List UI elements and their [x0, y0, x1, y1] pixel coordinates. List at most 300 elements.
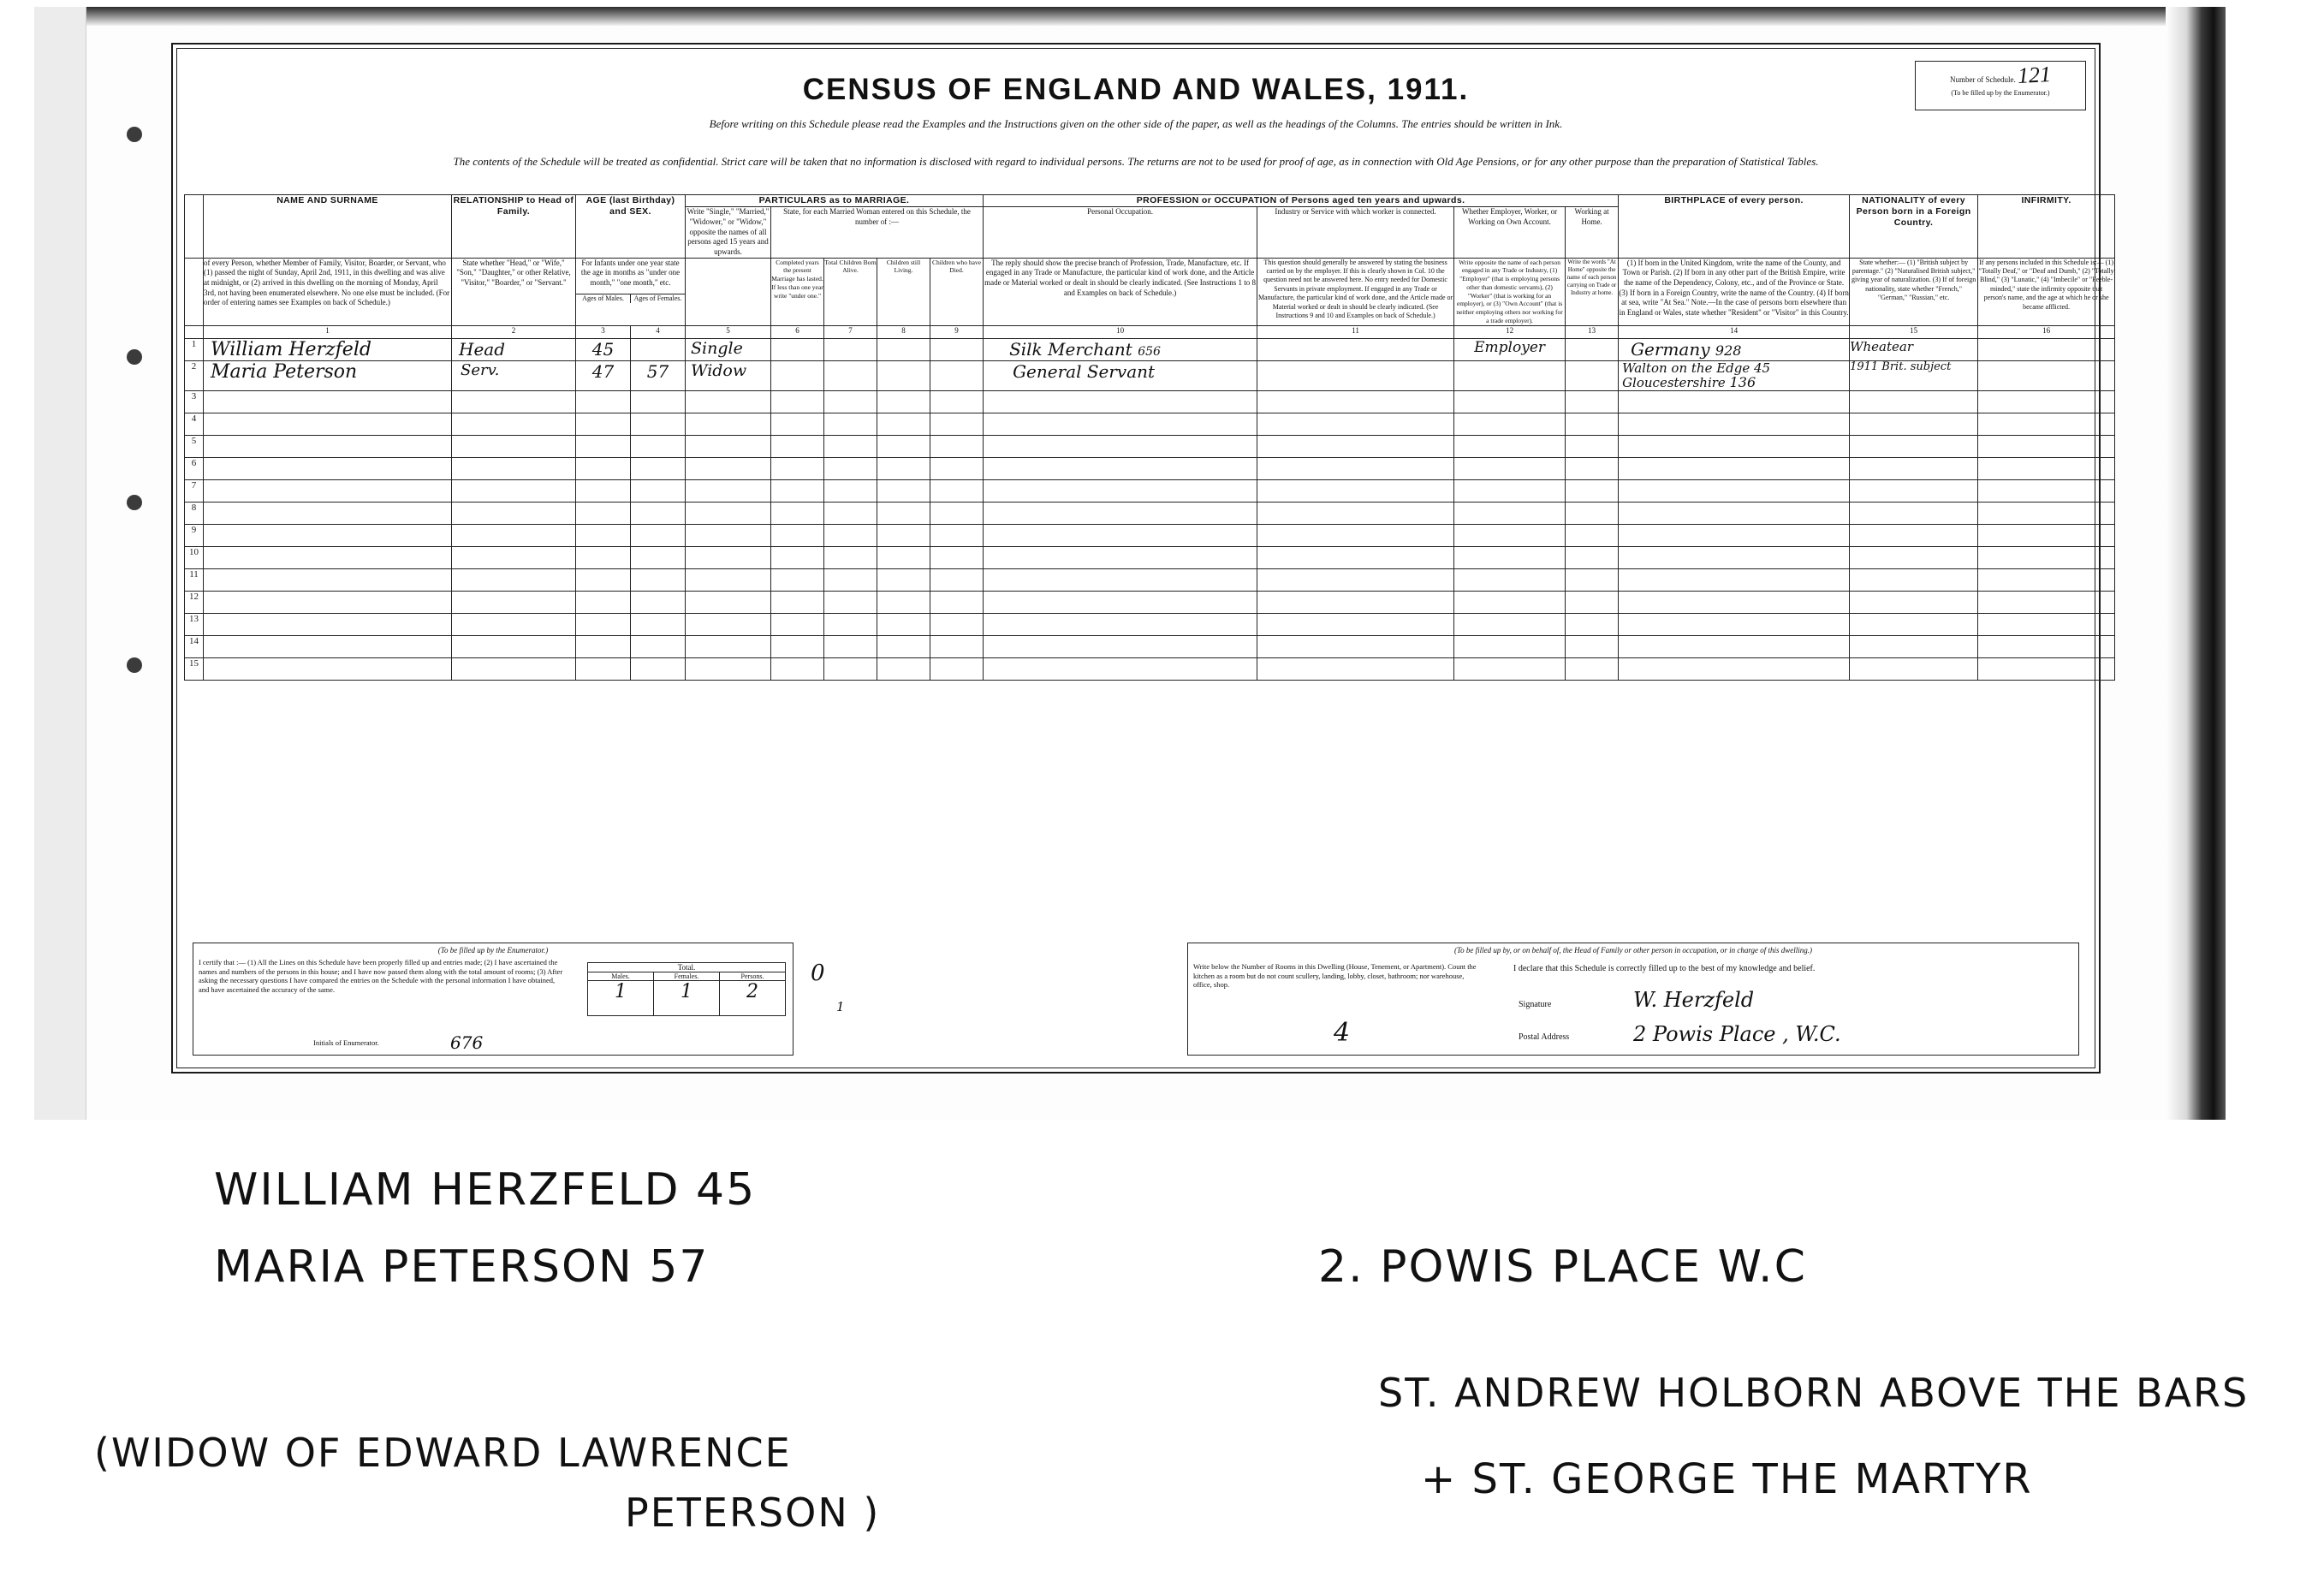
form-subtitle: Before writing on this Schedule please read the Examples and the Instructions given on the other side of the paper, as well as the headings of the Columns. The entries should be written in Ink.: [709, 117, 1563, 130]
totals-females-header: Females.: [654, 972, 720, 980]
blank-cell: [824, 502, 877, 524]
blank-cell: [824, 657, 877, 680]
blank-cell: [824, 635, 877, 657]
blank-cell: [1978, 479, 2115, 502]
row1-occupation-code: 656: [1138, 344, 1161, 359]
schedule-number-value: 121: [2017, 62, 2052, 89]
scan-top-edge: [34, 7, 2226, 26]
table-row[interactable]: [185, 457, 2115, 479]
binder-holes: [127, 7, 152, 1120]
page-title: CENSUS OF ENGLAND AND WALES, 1911.: [802, 73, 1470, 106]
blank-cell: [1619, 457, 1850, 479]
blank-cell: [771, 568, 824, 591]
row2-age-male: 47: [576, 360, 631, 390]
colnum-blank: [185, 325, 204, 338]
blank-cell: [686, 635, 771, 657]
totals-females-value: 1: [654, 981, 720, 1015]
blank-cell: [1850, 635, 1978, 657]
desc-rownum-cell: [185, 258, 204, 325]
blank-cell: [877, 390, 930, 413]
blank-cell: [1619, 635, 1850, 657]
blank-cell: [930, 546, 984, 568]
colnum-1: 1: [204, 325, 452, 338]
blank-cell: [824, 390, 877, 413]
blank-cell: [1850, 657, 1978, 680]
blank-cell: [877, 635, 930, 657]
blank-cell: [631, 524, 686, 546]
marriage-state-desc: Write "Single," "Married," "Widower," or "Widow," opposite the names of all persons aged 15 years and upwards.: [686, 207, 771, 258]
age-desc-text: For Infants under one year state the age in months as "under one month," "one month," etc.: [580, 258, 681, 287]
blank-cell: [204, 524, 452, 546]
blank-cell: [1978, 502, 2115, 524]
rooms-instruction: Write below the Number of Rooms in this Dwelling (House, Tenement, or Apartment). Count the kitchen as a room but do not count scullery, landing, lobby, closet, bathroom; nor warehouse, office, shop.: [1193, 962, 1477, 990]
blank-cell: [771, 390, 824, 413]
blank-cell: [1454, 435, 1566, 457]
blank-cell: [204, 613, 452, 635]
row2-relationship: Serv.: [452, 360, 576, 390]
blank-cell: [824, 457, 877, 479]
annotation-right-line-3: + ST. GEORGE THE MARTYR: [1421, 1455, 2033, 1503]
table-row[interactable]: [185, 390, 2115, 413]
colnum-16: 16: [1978, 325, 2115, 338]
row-number: 1: [185, 338, 204, 360]
annotation-left-line-1: WILLIAM HERZFELD 45: [214, 1164, 757, 1216]
blank-cell: [1619, 479, 1850, 502]
blank-cell: [1850, 435, 1978, 457]
blank-cell: [576, 390, 631, 413]
enumerator-initials-value: 676: [450, 1032, 484, 1053]
row1-children-living: [877, 338, 930, 360]
blank-cell: [686, 568, 771, 591]
row2-birthplace: [1619, 360, 1850, 390]
row1-nationality: Wheatear: [1850, 338, 1978, 360]
row1-occupation-text: Silk Merchant: [1009, 338, 1132, 360]
enumerator-certificate-box: [193, 943, 793, 1056]
colnum-11: 11: [1257, 325, 1454, 338]
blank-cell: [1850, 413, 1978, 435]
blank-cell: [686, 479, 771, 502]
blank-cell: [984, 568, 1257, 591]
colnum-6: 6: [771, 325, 824, 338]
blank-cell: [1978, 435, 2115, 457]
blank-cell: [824, 524, 877, 546]
row1-marriage-years: [771, 338, 824, 360]
census-form: [171, 43, 2114, 1074]
postal-address-value: 2 Powis Place , W.C.: [1633, 1022, 1841, 1046]
blank-cell: [1566, 435, 1619, 457]
blank-cell: [1454, 546, 1566, 568]
row2-employer: [1454, 360, 1566, 390]
blank-cell: [930, 568, 984, 591]
blank-cell: [1257, 413, 1454, 435]
colnum-2: 2: [452, 325, 576, 338]
col-birthplace-header: BIRTHPLACE of every person.: [1619, 195, 1850, 259]
row2-birthplace-code: 136: [1729, 374, 1756, 391]
blank-cell: [1454, 613, 1566, 635]
blank-cell: [771, 524, 824, 546]
blank-cell: [1850, 502, 1978, 524]
blank-cell: [452, 546, 576, 568]
blank-cell: [1978, 613, 2115, 635]
totals-persons-value: 2: [746, 981, 758, 1002]
blank-cell: [1454, 390, 1566, 413]
row1-occupation: [984, 338, 1257, 360]
nationality-desc: State whether:— (1) "British subject by parentage." (2) "Naturalised British subject," giving year of naturalization. (3) If of foreign nationality, state whether "French," "German," "Russian," etc.: [1850, 258, 1978, 325]
blank-cell: [631, 613, 686, 635]
blank-cell: [1619, 435, 1850, 457]
row1-birthplace-text: Germany: [1631, 338, 1710, 360]
blank-cell: [1619, 591, 1850, 613]
blank-cell: [1850, 568, 1978, 591]
blank-cell: [877, 657, 930, 680]
annotation-left-line-4: PETERSON ): [625, 1490, 881, 1536]
table-row[interactable]: [185, 635, 2115, 657]
blank-cell: [1978, 413, 2115, 435]
blank-cell: [1619, 546, 1850, 568]
blank-cell: [1850, 613, 1978, 635]
blank-cell: [1566, 524, 1619, 546]
blank-cell: [204, 591, 452, 613]
blank-cell: [1257, 546, 1454, 568]
row2-children-born: [824, 360, 877, 390]
enumerator-certificate-text: I certify that :— (1) All the Lines on this Schedule have been properly filled up and entries made; (2) I have ascertained the names and numbers of the persons in this house; and I have now passed them along with the total amount of rooms; (3) After asking the necessary questions I have compared the entries on the Schedule with the personal information I have obtained, and have ascertained the accuracy of the same.: [199, 958, 563, 994]
blank-cell: [1978, 591, 2115, 613]
row-number: 7: [185, 479, 204, 502]
blank-cell: [984, 524, 1257, 546]
householder-declaration-box: [1187, 943, 2079, 1056]
signature-label: Signature: [1519, 1000, 1552, 1009]
blank-cell: [1978, 390, 2115, 413]
blank-cell: [204, 457, 452, 479]
col-marriage-header: PARTICULARS as to MARRIAGE.: [686, 195, 984, 207]
table-row[interactable]: [185, 479, 2115, 502]
blank-cell: [984, 613, 1257, 635]
blank-cell: [1850, 524, 1978, 546]
blank-cell: [631, 413, 686, 435]
row2-infirmity: [1978, 360, 2115, 390]
row1-age-male: 45: [576, 338, 631, 360]
blank-cell: [686, 457, 771, 479]
blank-cell: [771, 502, 824, 524]
blank-cell: [631, 591, 686, 613]
row2-children-living: [877, 360, 930, 390]
blank-cell: [1978, 635, 2115, 657]
blank-cell: [576, 479, 631, 502]
blank-cell: [984, 657, 1257, 680]
blank-cell: [1566, 568, 1619, 591]
totals-table: [587, 962, 786, 1016]
blank-cell: [1257, 613, 1454, 635]
blank-cell: [686, 657, 771, 680]
blank-cell: [452, 435, 576, 457]
blank-cell: [452, 635, 576, 657]
blank-cell: [576, 457, 631, 479]
blank-cell: [1454, 568, 1566, 591]
employer-desc: Write opposite the name of each person engaged in any Trade or Industry, (1) "Employer" (that is employing persons other than domestic servants), (2) "Worker" (that is working for an employer), or (3) "Own Account" (that is neither employing others nor working for a trade employer).: [1454, 258, 1566, 325]
blank-cell: [631, 635, 686, 657]
blank-cell: [631, 457, 686, 479]
blank-cell: [1257, 657, 1454, 680]
blank-cell: [771, 635, 824, 657]
blank-cell: [877, 502, 930, 524]
blank-cell: [930, 390, 984, 413]
personal-occupation-desc: The reply should show the precise branch of Profession, Trade, Manufacture, etc. If engaged in any Trade or Manufacture, the particular kind of work done, and the Article made or Material worked or dealt in should be clearly indicated. (See Instructions 1 to 8 and Examples on back of Schedule.): [984, 258, 1257, 325]
blank-cell: [204, 546, 452, 568]
blank-cell: [1257, 435, 1454, 457]
blank-cell: [452, 413, 576, 435]
postal-address-label: Postal Address: [1519, 1032, 1570, 1042]
row1-industry: [1257, 338, 1454, 360]
row2-marriage-years: [771, 360, 824, 390]
row1-children-died: [930, 338, 984, 360]
name-description: of every Person, whether Member of Family, Visitor, Boarder, or Servant, who (1) passed the night of Sunday, April 2nd, 1911, in this dwelling and was alive at midnight, or (2) arrived in this dwelling on the morning of Monday, April 3rd, not having been enumerated elsewhere. No one else must be included. (For order of entering names see Examples on back of Schedule.): [204, 258, 452, 325]
blank-cell: [686, 413, 771, 435]
blank-cell: [984, 413, 1257, 435]
blank-cell: [576, 546, 631, 568]
blank-cell: [686, 613, 771, 635]
row1-working-home: [1566, 338, 1619, 360]
row-number: 14: [185, 635, 204, 657]
blank-cell: [1454, 635, 1566, 657]
colnum-15: 15: [1850, 325, 1978, 338]
row-number: 9: [185, 524, 204, 546]
table-row[interactable]: [185, 360, 2115, 390]
blank-cell: [1619, 502, 1850, 524]
blank-cell: [631, 479, 686, 502]
col-relationship-header: RELATIONSHIP to Head of Family.: [452, 195, 576, 259]
blank-cell: [452, 457, 576, 479]
row-number: 12: [185, 591, 204, 613]
blank-cell: [1257, 479, 1454, 502]
colnum-12: 12: [1454, 325, 1566, 338]
blank-cell: [877, 479, 930, 502]
children-born-desc: Total Children Born Alive.: [824, 258, 877, 325]
blank-cell: [771, 479, 824, 502]
blank-cell: [930, 502, 984, 524]
blank-cell: [984, 457, 1257, 479]
blank-cell: [1850, 390, 1978, 413]
table-row[interactable]: [185, 435, 2115, 457]
blank-cell: [771, 546, 824, 568]
blank-cell: [686, 502, 771, 524]
marriage-numbers-desc: State, for each Married Woman entered on this Schedule, the number of :—: [771, 207, 984, 258]
row1-age-female: [631, 338, 686, 360]
row-number: 4: [185, 413, 204, 435]
blank-cell: [1619, 524, 1850, 546]
blank-cell: [1619, 390, 1850, 413]
blank-cell: [631, 435, 686, 457]
row2-nationality: 1911 Brit. subject: [1850, 360, 1978, 390]
totals-label: Total.: [588, 963, 785, 972]
row-number: 10: [185, 546, 204, 568]
blank-cell: [204, 479, 452, 502]
table-row[interactable]: [185, 591, 2115, 613]
blank-cell: [930, 479, 984, 502]
industry-label: Industry or Service with which worker is connected.: [1257, 207, 1454, 258]
blank-cell: [984, 591, 1257, 613]
colnum-10: 10: [984, 325, 1257, 338]
annotation-left-line-3: (WIDOW OF EDWARD LAWRENCE: [94, 1430, 792, 1476]
industry-desc: This question should generally be answered by stating the business carried on by the employer. If this is clearly shown in Col. 10 the question need not be answered here. No entry needed for Domestic Servants in private employment. If engaged in any Trade or Manufacture, the particular kind of work done, and the Article made or Material worked or dealt in should be clearly indicated. (See Instructions 9 and 10 and Examples on back of Schedule.): [1257, 258, 1454, 325]
totals-males-value: 1: [588, 981, 654, 1015]
blank-cell: [1454, 479, 1566, 502]
blank-cell: [204, 435, 452, 457]
blank-cell: [771, 457, 824, 479]
birthplace-desc: (1) If born in the United Kingdom, write the name of the County, and Town or Parish. (2) If born in any other part of the British Empire, write the name of the Dependency, Colony, etc., and of the Province or State. (3) If born in a Foreign Country, write the name of the Country. (4) If born at sea, write "At Sea." Note.—In the case of persons born elsewhere than in England or Wales, state whether "Resident" or "Visitor" in this Country.: [1619, 258, 1850, 325]
children-living-desc: Children still Living.: [877, 258, 930, 325]
personal-occupation-label: Personal Occupation.: [984, 207, 1257, 258]
blank-cell: [1978, 568, 2115, 591]
blank-cell: [1454, 502, 1566, 524]
blank-cell: [1978, 457, 2115, 479]
blank-cell: [1850, 479, 1978, 502]
row2-name: Maria Peterson: [204, 360, 452, 390]
blank-cell: [771, 613, 824, 635]
schedule-number-box: [1915, 61, 2086, 110]
householder-box-title: (To be filled up by, or on behalf of, the Head of Family or other person in occupation, or in charge of this dwelling.): [1453, 946, 1813, 955]
col-occupation-header: PROFESSION or OCCUPATION of Persons aged ten years and upwards.: [984, 195, 1619, 207]
blank-cell: [1566, 390, 1619, 413]
blank-cell: [1566, 502, 1619, 524]
scan-left-margin: [34, 7, 86, 1120]
blank-cell: [204, 635, 452, 657]
annotation-left-line-2: MARIA PETERSON 57: [214, 1241, 710, 1293]
blank-cell: [930, 613, 984, 635]
row-number: 5: [185, 435, 204, 457]
blank-cell: [930, 524, 984, 546]
blank-cell: [877, 568, 930, 591]
row-number: 11: [185, 568, 204, 591]
rooms-divider: [2198, 931, 2324, 1043]
working-home-label: Working at Home.: [1566, 207, 1619, 258]
col-infirmity-header: INFIRMITY.: [1978, 195, 2115, 259]
row2-occupation: General Servant: [984, 360, 1257, 390]
col-name-header: NAME AND SURNAME: [204, 195, 452, 259]
row-number: 15: [185, 657, 204, 680]
blank-cell: [1619, 613, 1850, 635]
blank-cell: [824, 479, 877, 502]
table-row[interactable]: [185, 546, 2115, 568]
blank-cell: [631, 546, 686, 568]
blank-cell: [824, 546, 877, 568]
totals-males-header: Males.: [588, 972, 654, 980]
blank-cell: [771, 413, 824, 435]
blank-cell: [686, 546, 771, 568]
marriage-desc-cell: [686, 258, 771, 325]
blank-cell: [631, 657, 686, 680]
blank-cell: [1454, 413, 1566, 435]
row2-industry: [1257, 360, 1454, 390]
row2-birthplace-text: Walton on the Edge 45 Gloucestershire: [1622, 360, 1771, 391]
totals-persons-header: Persons.: [740, 972, 764, 980]
table-row[interactable]: [185, 502, 2115, 524]
col-nationality-header: NATIONALITY of every Person born in a Foreign Country.: [1850, 195, 1978, 259]
blank-cell: [1454, 591, 1566, 613]
blank-cell: [771, 657, 824, 680]
blank-cell: [686, 524, 771, 546]
blank-cell: [824, 435, 877, 457]
blank-cell: [1566, 413, 1619, 435]
row-number: 13: [185, 613, 204, 635]
blank-cell: [1257, 457, 1454, 479]
children-died-desc: Children who have Died.: [930, 258, 984, 325]
age-females-label: Ages of Females.: [633, 294, 682, 302]
blank-cell: [1850, 457, 1978, 479]
row1-relationship: Head: [452, 338, 576, 360]
census-table: [184, 194, 2115, 681]
signature-value: W. Herzfeld: [1633, 988, 1755, 1012]
blank-cell: [1619, 568, 1850, 591]
blank-cell: [1257, 568, 1454, 591]
blank-cell: [930, 657, 984, 680]
blank-cell: [576, 568, 631, 591]
confidentiality-note: The contents of the Schedule will be treated as confidential. Strict care will be taken that no information is disclosed with regard to individual persons. The returns are not to be used for proof of age, as in connection with Old Age Pensions, or for any other purpose than the preparation of Statistical Tables.: [453, 155, 1819, 168]
table-row[interactable]: [185, 338, 2115, 360]
blank-cell: [452, 591, 576, 613]
blank-cell: [824, 591, 877, 613]
blank-cell: [771, 591, 824, 613]
col-rownum-header: [185, 195, 204, 259]
relationship-description: State whether "Head," or "Wife," "Son," "Daughter," or other Relative, "Visitor," "Boarder," or "Servant.": [452, 258, 576, 325]
colnum-3: 3: [576, 325, 631, 338]
col-age-header: AGE (last Birthday) and SEX.: [576, 195, 686, 259]
blank-cell: [824, 413, 877, 435]
table-row[interactable]: [185, 568, 2115, 591]
colnum-4: 4: [631, 325, 686, 338]
blank-cell: [576, 591, 631, 613]
row-number: 2: [185, 360, 204, 390]
colnum-8: 8: [877, 325, 930, 338]
blank-cell: [984, 635, 1257, 657]
blank-cell: [1619, 657, 1850, 680]
blank-cell: [576, 502, 631, 524]
declaration-text: I declare that this Schedule is correctly filled up to the best of my knowledge and belief.: [1513, 964, 1816, 973]
blank-cell: [1619, 413, 1850, 435]
table-row[interactable]: [185, 524, 2115, 546]
blank-cell: [1566, 635, 1619, 657]
blank-cell: [576, 413, 631, 435]
row1-employer: Employer: [1454, 338, 1566, 360]
blank-cell: [576, 613, 631, 635]
row1-birthplace-code: 928: [1715, 342, 1742, 359]
rooms-count-value: 4: [1334, 1018, 1351, 1048]
annotation-right-line-1: 2. POWIS PLACE W.C: [1318, 1241, 1807, 1293]
blank-cell: [452, 390, 576, 413]
enumerator-initials-label: Initials of Enumerator.: [313, 1038, 379, 1048]
working-home-desc: Write the words "At Home" opposite the name of each person carrying on Trade or Industry at home.: [1566, 258, 1619, 325]
blank-cell: [1566, 613, 1619, 635]
table-row[interactable]: [185, 613, 2115, 635]
stray-mark-one: 1: [836, 999, 845, 1014]
blank-cell: [1454, 657, 1566, 680]
blank-cell: [686, 591, 771, 613]
blank-cell: [984, 479, 1257, 502]
row-number: 3: [185, 390, 204, 413]
row1-children-born: [824, 338, 877, 360]
blank-cell: [930, 635, 984, 657]
blank-cell: [204, 568, 452, 591]
row2-children-died: [930, 360, 984, 390]
blank-cell: [452, 657, 576, 680]
table-row[interactable]: [185, 413, 2115, 435]
blank-cell: [452, 479, 576, 502]
column-number-row: [185, 325, 2115, 338]
blank-cell: [452, 524, 576, 546]
blank-cell: [930, 413, 984, 435]
blank-cell: [984, 435, 1257, 457]
row2-working-home: [1566, 360, 1619, 390]
table-row[interactable]: [185, 657, 2115, 680]
